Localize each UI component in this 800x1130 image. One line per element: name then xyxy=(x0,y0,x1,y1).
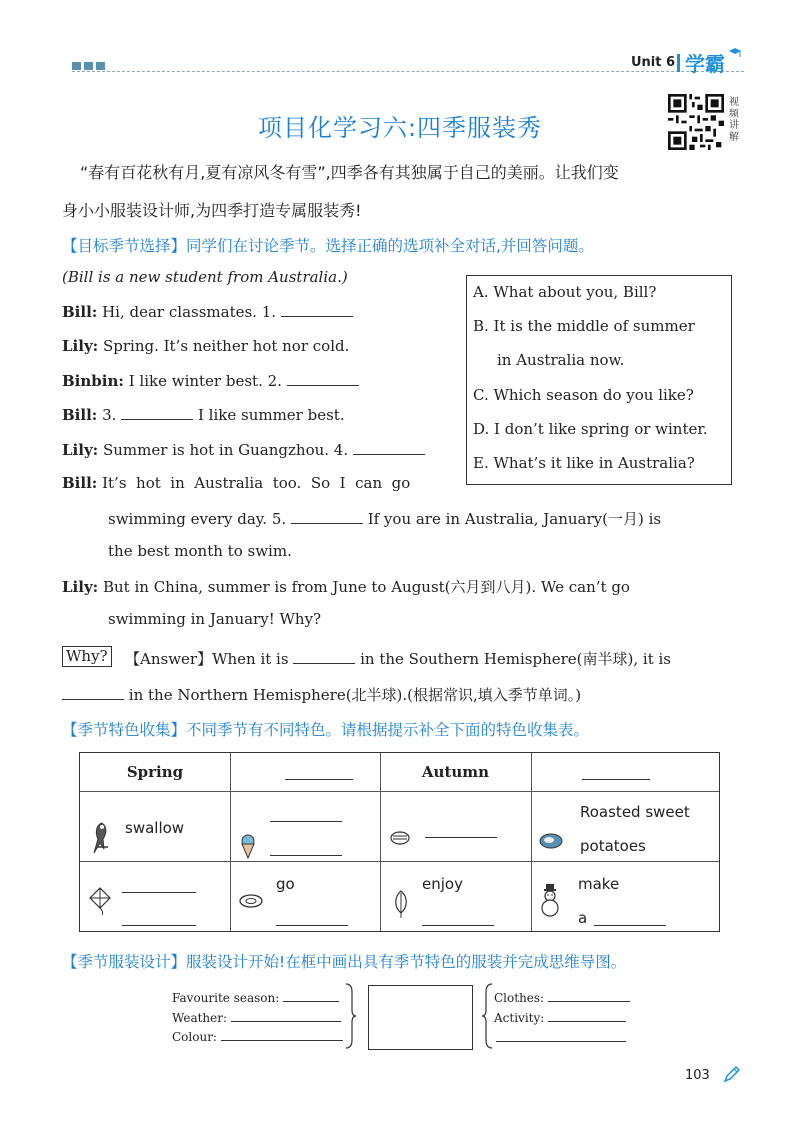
speaker: Bill: xyxy=(62,406,98,424)
dialogue-line-1 xyxy=(62,302,353,321)
dialogue-line-6c: the best month to swim. xyxy=(108,542,292,560)
autumn-blank-2[interactable] xyxy=(422,925,494,926)
header-bar xyxy=(677,54,680,72)
header-spring: Spring xyxy=(126,763,184,781)
season-field[interactable] xyxy=(283,990,339,1002)
summer-blank-1b[interactable] xyxy=(270,855,342,856)
season-blank-1[interactable] xyxy=(293,649,355,664)
mindmap-left-2 xyxy=(172,1010,341,1025)
cell-summer-go: go xyxy=(276,875,295,893)
snowman-icon xyxy=(539,883,561,917)
left-brace xyxy=(344,982,358,1050)
col-divider xyxy=(531,753,532,931)
mindmap-left-3 xyxy=(172,1029,343,1044)
row-divider xyxy=(80,861,719,862)
row-divider xyxy=(80,791,719,792)
cell-spring-swallow: swallow xyxy=(125,819,185,837)
intro-line-2: 身小小服装设计师,为四季打造专属服装秀! xyxy=(62,201,362,220)
qr-code-icon[interactable] xyxy=(668,94,724,150)
summer-blank-1a[interactable] xyxy=(270,821,342,822)
swallow-icon xyxy=(90,819,114,855)
extra-field[interactable] xyxy=(496,1041,626,1042)
clothes-field[interactable] xyxy=(548,990,630,1002)
answer-text: 【Answer】When it is xyxy=(125,650,289,668)
autumn-blank-1[interactable] xyxy=(425,837,497,838)
dialogue-line-2 xyxy=(62,337,349,355)
dialogue-line-7 xyxy=(62,576,630,597)
option-b-cont: in Australia now. xyxy=(497,351,625,369)
speaker: Bill: xyxy=(62,303,98,321)
dialogue-note: (Bill is a new student from Australia.) xyxy=(62,268,348,286)
col-divider xyxy=(230,753,231,931)
answer-text: in the Southern Hemisphere(南半球), it is xyxy=(360,650,672,668)
section-heading-season-features: 【季节特色收集】不同季节有不同特色。请根据提示补全下面的特色收集表。 xyxy=(62,721,590,739)
answer-line-1 xyxy=(125,648,671,669)
speaker: Lily: xyxy=(62,441,99,459)
dialogue-line-6b xyxy=(108,508,661,529)
page-title: 项目化学习六:四季服装秀 xyxy=(257,114,543,142)
option-d: D. I don’t like spring or winter. xyxy=(473,420,708,438)
dialogue-text: Spring. It’s neither hot nor cold. xyxy=(102,337,350,355)
spring-blank-2b[interactable] xyxy=(122,925,196,926)
mindmap-label: Clothes: xyxy=(494,991,545,1005)
spring-blank-2a[interactable] xyxy=(122,892,196,893)
cell-autumn-enjoy: enjoy xyxy=(422,875,463,893)
dialogue-line-5 xyxy=(62,440,425,459)
header-divider xyxy=(72,71,744,72)
cell-winter-roasted: Roasted sweet xyxy=(580,803,690,821)
feature-table xyxy=(79,752,720,932)
speaker: Bill: xyxy=(62,474,98,492)
answer-blank-4[interactable] xyxy=(353,440,425,455)
mindmap-label: Favourite season: xyxy=(172,991,280,1005)
section-heading-clothes-design: 【季节服装设计】服装设计开始!在框中画出具有季节特色的服装并完成思维导图。 xyxy=(62,953,627,971)
mindmap-label: Weather: xyxy=(172,1011,228,1025)
option-c: C. Which season do you like? xyxy=(473,386,694,404)
section-heading-season-choice: 【目标季节选择】同学们在讨论季节。选择正确的选项补全对话,并回答问题。 xyxy=(62,237,594,255)
dialogue-line-3 xyxy=(62,371,359,390)
dialogue-text: 3. xyxy=(102,406,117,424)
option-a: A. What about you, Bill? xyxy=(473,283,657,301)
unit-label: Unit 6 xyxy=(631,55,676,70)
dialogue-text-after: I like summer best. xyxy=(197,406,345,424)
page-number: 103 xyxy=(685,1068,710,1083)
swim-ring-icon xyxy=(238,893,264,909)
answer-blank-3[interactable] xyxy=(121,405,193,420)
right-brace xyxy=(480,982,494,1050)
mindmap-right-2 xyxy=(494,1010,626,1025)
weather-field[interactable] xyxy=(231,1010,341,1022)
dialogue-text: But in China, summer is from June to August(六月到八月). We can’t go xyxy=(102,578,630,596)
winter-blank-2[interactable] xyxy=(594,925,666,926)
dialogue-text: If you are in Australia, January(一月) is xyxy=(367,510,662,528)
why-box: Why? xyxy=(62,646,112,667)
intro-line-1: “春有百花秋有月,夏有凉风冬有雪”,四季各有其独属于自己的美丽。让我们变 xyxy=(80,163,619,182)
header-blank-summer[interactable] xyxy=(285,779,353,780)
summer-blank-2[interactable] xyxy=(276,925,348,926)
speaker: Binbin: xyxy=(62,372,124,390)
answer-blank-1[interactable] xyxy=(281,302,353,317)
header-blank-winter[interactable] xyxy=(582,779,650,780)
cell-winter-potatoes: potatoes xyxy=(580,837,646,855)
answer-line-2 xyxy=(62,684,581,705)
option-e: E. What’s it like in Australia? xyxy=(473,454,695,472)
dialogue-text: It’s hot in Australia too. So I can go xyxy=(102,474,411,492)
dialogue-line-4 xyxy=(62,405,345,424)
pencil-icon xyxy=(722,1064,742,1084)
dialogue-text: Summer is hot in Guangzhou. 4. xyxy=(102,441,349,459)
colour-field[interactable] xyxy=(221,1029,343,1041)
answer-blank-2[interactable] xyxy=(287,371,359,386)
header-squares xyxy=(72,62,105,70)
mindmap-label: Colour: xyxy=(172,1030,217,1044)
kite-icon xyxy=(88,886,114,916)
leaf-icon xyxy=(390,889,412,919)
mindmap-right-1 xyxy=(494,990,630,1005)
option-b: B. It is the middle of summer xyxy=(473,317,695,335)
activity-field[interactable] xyxy=(548,1010,626,1022)
dialogue-text: I like winter best. 2. xyxy=(128,372,282,390)
speaker: Lily: xyxy=(62,578,99,596)
dialogue-text: Hi, dear classmates. 1. xyxy=(102,303,277,321)
answer-text: in the Northern Hemisphere(北半球).(根据常识,填入季节单词。) xyxy=(128,686,582,704)
graduation-cap-icon xyxy=(729,47,741,59)
season-blank-2[interactable] xyxy=(62,685,124,700)
ice-cream-icon xyxy=(238,833,258,859)
roasted-sweet-potato-icon xyxy=(538,829,564,853)
mindmap-left-1 xyxy=(172,990,339,1005)
speaker: Lily: xyxy=(62,337,99,355)
dialogue-line-7b: swimming in January! Why? xyxy=(108,610,322,628)
drawing-box[interactable] xyxy=(368,985,473,1050)
answer-blank-5[interactable] xyxy=(291,509,363,524)
brand-logo: 学霸 xyxy=(685,52,725,76)
header-autumn: Autumn xyxy=(421,763,490,781)
qr-label: 视频讲解 xyxy=(729,97,739,143)
crab-icon xyxy=(388,828,412,846)
cell-winter-a: a xyxy=(578,909,588,927)
cell-winter-make: make xyxy=(578,875,620,893)
dialogue-text: swimming every day. 5. xyxy=(108,510,287,528)
dialogue-line-6 xyxy=(62,474,410,492)
mindmap-label: Activity: xyxy=(494,1011,545,1025)
